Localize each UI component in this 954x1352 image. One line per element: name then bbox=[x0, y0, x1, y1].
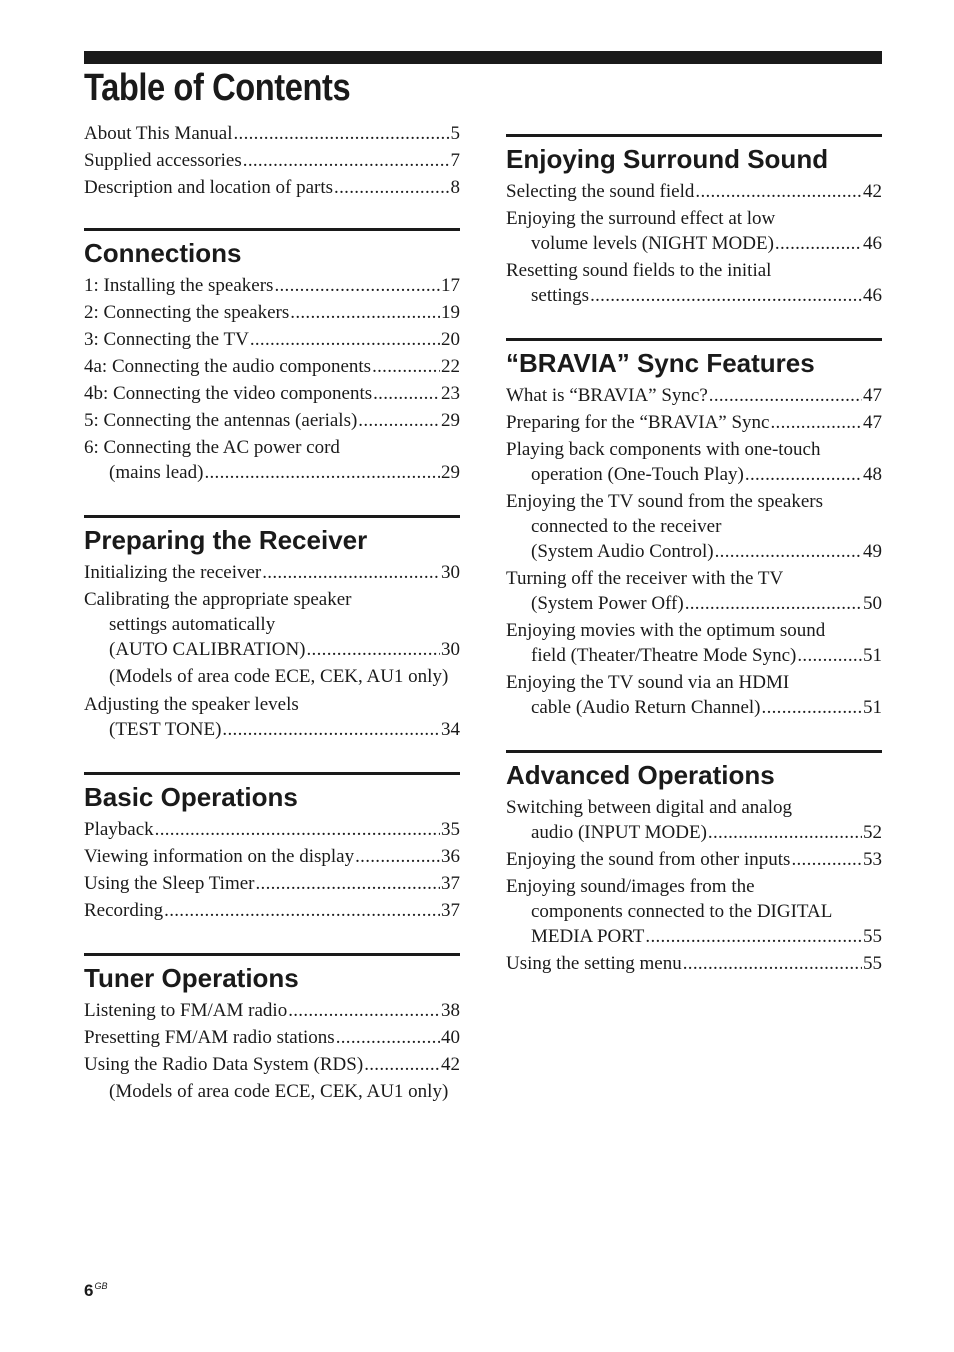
toc-entry-text: Adjusting the speaker levels bbox=[84, 694, 299, 715]
toc-entry-line bbox=[506, 618, 882, 643]
toc-entry-line bbox=[84, 717, 460, 742]
toc-entry-line bbox=[84, 175, 460, 200]
toc-section bbox=[506, 338, 882, 720]
toc-entry-list bbox=[506, 795, 882, 976]
toc-entry[interactable] bbox=[84, 817, 460, 842]
toc-page-number: 49 bbox=[863, 541, 882, 562]
toc-entry[interactable] bbox=[506, 489, 882, 564]
toc-entry[interactable] bbox=[506, 670, 882, 720]
toc-entry-text: Resetting sound fields to the initial bbox=[506, 260, 772, 281]
toc-entry-text: settings automatically bbox=[109, 614, 276, 635]
dot-leader bbox=[204, 460, 440, 485]
toc-section bbox=[84, 953, 460, 1104]
toc-entry[interactable] bbox=[84, 435, 460, 485]
toc-entry-text: Switching between digital and analog bbox=[506, 797, 792, 818]
toc-entry-line bbox=[84, 381, 460, 406]
toc-entry-line bbox=[84, 871, 460, 896]
toc-entry[interactable] bbox=[84, 560, 460, 585]
toc-entry-text: MEDIA PORT bbox=[531, 926, 645, 947]
toc-entry[interactable] bbox=[84, 273, 460, 298]
toc-page-number: 38 bbox=[441, 1000, 460, 1021]
toc-entry-text: Calibrating the appropriate speaker bbox=[84, 589, 352, 610]
toc-entry-list bbox=[84, 121, 460, 200]
toc-entry-text: Selecting the sound field bbox=[506, 181, 695, 202]
toc-entry-line bbox=[506, 514, 882, 539]
toc-page-number: 48 bbox=[863, 464, 882, 485]
toc-page-number: 37 bbox=[441, 873, 460, 894]
toc-entry-text: components connected to the DIGITAL bbox=[531, 901, 833, 922]
toc-entry-line bbox=[84, 692, 460, 717]
toc-entry-line bbox=[84, 327, 460, 352]
dot-leader bbox=[262, 560, 440, 585]
dot-leader bbox=[590, 283, 862, 308]
toc-entry-list bbox=[84, 998, 460, 1104]
toc-page-number: 8 bbox=[450, 177, 460, 198]
toc-page-number: 20 bbox=[441, 329, 460, 350]
dot-leader bbox=[683, 951, 862, 976]
toc-entry-text: 1: Installing the speakers bbox=[84, 275, 274, 296]
toc-entry[interactable] bbox=[84, 381, 460, 406]
toc-entry[interactable] bbox=[506, 847, 882, 872]
dot-leader bbox=[334, 175, 449, 200]
toc-entry-line bbox=[506, 539, 882, 564]
toc-entry-line bbox=[506, 874, 882, 899]
toc-entry[interactable] bbox=[84, 175, 460, 200]
toc-page-number: 22 bbox=[441, 356, 460, 377]
toc-entry-text: Enjoying the TV sound from the speakers bbox=[506, 491, 823, 512]
toc-entry-line bbox=[84, 560, 460, 585]
spacer bbox=[506, 722, 882, 750]
dot-leader bbox=[715, 539, 862, 564]
toc-entry[interactable] bbox=[506, 258, 882, 308]
dot-leader bbox=[373, 381, 440, 406]
page-number-suffix: GB bbox=[94, 1281, 108, 1291]
toc-entry-line bbox=[506, 820, 882, 845]
toc-page-number: 46 bbox=[863, 233, 882, 254]
page-number bbox=[84, 1281, 107, 1301]
dot-leader bbox=[222, 717, 440, 742]
toc-entry[interactable] bbox=[84, 408, 460, 433]
toc-entry-text: Using the setting menu bbox=[506, 953, 682, 974]
toc-page-number: 51 bbox=[863, 697, 882, 718]
toc-entry-line bbox=[506, 283, 882, 308]
spacer bbox=[506, 310, 882, 338]
toc-entry-text: Enjoying the TV sound via an HDMI bbox=[506, 672, 790, 693]
toc-entry-line bbox=[84, 898, 460, 923]
toc-page-number: 17 bbox=[441, 275, 460, 296]
dot-leader bbox=[708, 820, 862, 845]
toc-entry-text: Enjoying sound/images from the bbox=[506, 876, 755, 897]
toc-entry-line bbox=[84, 408, 460, 433]
spacer bbox=[84, 744, 460, 772]
toc-entry[interactable] bbox=[506, 874, 882, 949]
toc-entry[interactable] bbox=[84, 1025, 460, 1050]
toc-section bbox=[84, 515, 460, 742]
toc-entry-text: 2: Connecting the speakers bbox=[84, 302, 290, 323]
toc-entry[interactable] bbox=[84, 300, 460, 325]
toc-entry-line bbox=[506, 206, 882, 231]
toc-entry-line bbox=[506, 591, 882, 616]
toc-entry-text: Playback bbox=[84, 819, 154, 840]
toc-entry[interactable] bbox=[506, 566, 882, 616]
dot-leader bbox=[274, 273, 440, 298]
toc-entry-text: (mains lead) bbox=[109, 462, 204, 483]
toc-entry-line bbox=[506, 670, 882, 695]
toc-page-number: 34 bbox=[441, 719, 460, 740]
toc-entry-line bbox=[506, 795, 882, 820]
dot-leader bbox=[164, 898, 440, 923]
toc-page-number: 52 bbox=[863, 822, 882, 843]
spacer bbox=[84, 202, 460, 228]
toc-page-number: 30 bbox=[441, 639, 460, 660]
toc-entry-line bbox=[84, 460, 460, 485]
toc-entry-text: What is “BRAVIA” Sync? bbox=[506, 385, 708, 406]
toc-entry-line bbox=[84, 1052, 460, 1077]
section-heading: Tuner Operations bbox=[84, 953, 460, 996]
section-heading: Enjoying Surround Sound bbox=[506, 134, 882, 177]
toc-entry-text: Turning off the receiver with the TV bbox=[506, 568, 784, 589]
toc-entry-line bbox=[84, 1025, 460, 1050]
dot-leader bbox=[745, 462, 862, 487]
toc-page-number: 29 bbox=[441, 410, 460, 431]
toc-entry-text: Enjoying the sound from other inputs bbox=[506, 849, 791, 870]
toc-entry-list bbox=[84, 560, 460, 742]
toc-entry[interactable] bbox=[84, 692, 460, 742]
toc-entry[interactable] bbox=[84, 898, 460, 923]
toc-entry[interactable] bbox=[84, 327, 460, 352]
dot-leader bbox=[775, 231, 862, 256]
toc-entry-line bbox=[84, 587, 460, 612]
section-heading: “BRAVIA” Sync Features bbox=[506, 338, 882, 381]
section-heading: Advanced Operations bbox=[506, 750, 882, 793]
toc-entry-line bbox=[506, 179, 882, 204]
dot-leader bbox=[355, 844, 440, 869]
toc-entry-line bbox=[84, 998, 460, 1023]
toc-section bbox=[84, 228, 460, 485]
toc-entry-text: Preparing for the “BRAVIA” Sync bbox=[506, 412, 770, 433]
toc-entry-text: connected to the receiver bbox=[531, 516, 722, 537]
toc-entry[interactable] bbox=[506, 179, 882, 204]
toc-entry-text: About This Manual bbox=[84, 123, 233, 144]
toc-entry-line bbox=[84, 637, 460, 662]
toc-entry-list bbox=[506, 383, 882, 720]
toc-entry-line bbox=[506, 383, 882, 408]
toc-page-number: 5 bbox=[450, 123, 460, 144]
toc-entry-text: Listening to FM/AM radio bbox=[84, 1000, 288, 1021]
toc-entry-line bbox=[506, 695, 882, 720]
toc-entry-text: Playing back components with one-touch bbox=[506, 439, 821, 460]
toc-entry-line bbox=[506, 258, 882, 283]
toc-entry-line bbox=[506, 899, 882, 924]
toc-entry[interactable] bbox=[506, 437, 882, 487]
spacer bbox=[84, 925, 460, 953]
toc-entry-text: (System Power Off) bbox=[531, 593, 684, 614]
toc-page-number: 40 bbox=[441, 1027, 460, 1048]
dot-leader bbox=[243, 148, 450, 173]
dot-leader bbox=[307, 637, 441, 662]
toc-page-number: 53 bbox=[863, 849, 882, 870]
toc-entry-line bbox=[506, 489, 882, 514]
toc-entry-text: (AUTO CALIBRATION) bbox=[109, 639, 306, 660]
toc-entry-list bbox=[84, 273, 460, 485]
toc-entry-line bbox=[506, 566, 882, 591]
toc-entry-text: (System Audio Control) bbox=[531, 541, 714, 562]
section-heading: Basic Operations bbox=[84, 772, 460, 815]
toc-entry[interactable] bbox=[506, 951, 882, 976]
toc-entry-line bbox=[84, 844, 460, 869]
toc-page-number: 35 bbox=[441, 819, 460, 840]
toc-entry-text: cable (Audio Return Channel) bbox=[531, 697, 761, 718]
dot-leader bbox=[762, 695, 862, 720]
dot-leader bbox=[797, 643, 862, 668]
toc-entry[interactable] bbox=[84, 1052, 460, 1104]
toc-entry-text: Using the Radio Data System (RDS) bbox=[84, 1054, 364, 1075]
dot-leader bbox=[288, 998, 440, 1023]
toc-entry-line bbox=[84, 121, 460, 146]
toc-entry-note: (Models of area code ECE, CEK, AU1 only) bbox=[109, 666, 449, 687]
toc-entry-line bbox=[506, 437, 882, 462]
toc-entry[interactable] bbox=[506, 795, 882, 845]
toc-page-number: 37 bbox=[441, 900, 460, 921]
dot-leader bbox=[372, 354, 440, 379]
toc-entry[interactable] bbox=[84, 998, 460, 1023]
title-rule bbox=[84, 51, 882, 64]
spacer bbox=[506, 978, 882, 1006]
dot-leader bbox=[358, 408, 440, 433]
toc-entry-note: (Models of area code ECE, CEK, AU1 only) bbox=[109, 1081, 449, 1102]
right-column bbox=[506, 134, 882, 1006]
toc-entry-text: field (Theater/Theatre Mode Sync) bbox=[531, 645, 797, 666]
toc-page-number: 50 bbox=[863, 593, 882, 614]
toc-entry[interactable] bbox=[84, 844, 460, 869]
toc-entry[interactable] bbox=[84, 121, 460, 146]
page-title: Table of Contents bbox=[84, 67, 351, 109]
dot-leader bbox=[709, 383, 862, 408]
dot-leader bbox=[771, 410, 863, 435]
toc-entry-text: 4b: Connecting the video components bbox=[84, 383, 373, 404]
toc-entry-list bbox=[84, 817, 460, 923]
toc-entry-line bbox=[84, 612, 460, 637]
toc-entry[interactable] bbox=[84, 587, 460, 689]
toc-section bbox=[506, 750, 882, 976]
toc-page-number: 55 bbox=[863, 926, 882, 947]
toc-entry-line bbox=[84, 148, 460, 173]
toc-page-number: 36 bbox=[441, 846, 460, 867]
toc-page-number: 29 bbox=[441, 462, 460, 483]
toc-page-number: 42 bbox=[441, 1054, 460, 1075]
toc-entry[interactable] bbox=[506, 383, 882, 408]
toc-entry-line bbox=[506, 951, 882, 976]
page-number-value: 6 bbox=[84, 1281, 94, 1300]
toc-entry[interactable] bbox=[84, 148, 460, 173]
toc-section bbox=[506, 134, 882, 308]
toc-entry-line bbox=[84, 354, 460, 379]
toc-entry-text: volume levels (NIGHT MODE) bbox=[531, 233, 774, 254]
toc-entry[interactable] bbox=[84, 354, 460, 379]
toc-entry[interactable] bbox=[506, 618, 882, 668]
toc-page-number: 51 bbox=[863, 645, 882, 666]
toc-entry-text: Supplied accessories bbox=[84, 150, 242, 171]
toc-page-number: 47 bbox=[863, 385, 882, 406]
dot-leader bbox=[233, 121, 449, 146]
toc-entry-text: operation (One-Touch Play) bbox=[531, 464, 744, 485]
toc-entry-text: 5: Connecting the antennas (aerials) bbox=[84, 410, 358, 431]
toc-page-number: 55 bbox=[863, 953, 882, 974]
toc-entry-text: Enjoying movies with the optimum sound bbox=[506, 620, 826, 641]
toc-entry-text: Presetting FM/AM radio stations bbox=[84, 1027, 335, 1048]
toc-entry-line bbox=[506, 410, 882, 435]
dot-leader bbox=[255, 871, 440, 896]
toc-entry-line bbox=[84, 273, 460, 298]
toc-entry-text: 6: Connecting the AC power cord bbox=[84, 437, 340, 458]
section-heading: Preparing the Receiver bbox=[84, 515, 460, 558]
toc-entry-line bbox=[506, 462, 882, 487]
toc-entry[interactable] bbox=[506, 410, 882, 435]
toc-page-number: 42 bbox=[863, 181, 882, 202]
toc-entry-text: Viewing information on the display bbox=[84, 846, 355, 867]
dot-leader bbox=[290, 300, 440, 325]
toc-entry[interactable] bbox=[506, 206, 882, 256]
toc-page-number: 7 bbox=[450, 150, 460, 171]
toc-entry-text: 4a: Connecting the audio components bbox=[84, 356, 372, 377]
toc-entry-line bbox=[506, 643, 882, 668]
dot-leader bbox=[685, 591, 862, 616]
toc-page-number: 47 bbox=[863, 412, 882, 433]
toc-entry-line bbox=[84, 817, 460, 842]
dot-leader bbox=[791, 847, 862, 872]
toc-entry-text: (TEST TONE) bbox=[109, 719, 222, 740]
toc-entry-text: settings bbox=[531, 285, 590, 306]
toc-page-number: 23 bbox=[441, 383, 460, 404]
section-heading: Connections bbox=[84, 228, 460, 271]
toc-entry-line bbox=[84, 435, 460, 460]
toc-page-number: 30 bbox=[441, 562, 460, 583]
toc-entry-line bbox=[84, 300, 460, 325]
toc-entry-text: audio (INPUT MODE) bbox=[531, 822, 707, 843]
toc-section bbox=[84, 772, 460, 923]
dot-leader bbox=[645, 924, 862, 949]
toc-entry-text: 3: Connecting the TV bbox=[84, 329, 249, 350]
toc-entry-line bbox=[506, 847, 882, 872]
toc-entry-line bbox=[506, 231, 882, 256]
toc-entry-text: Enjoying the surround effect at low bbox=[506, 208, 776, 229]
dot-leader bbox=[364, 1052, 440, 1077]
spacer bbox=[84, 487, 460, 515]
toc-entry-line bbox=[506, 924, 882, 949]
toc-entry-list bbox=[506, 179, 882, 308]
toc-entry-text: Initializing the receiver bbox=[84, 562, 262, 583]
left-column bbox=[84, 121, 460, 1135]
dot-leader bbox=[250, 327, 440, 352]
toc-page-number: 19 bbox=[441, 302, 460, 323]
toc-entry[interactable] bbox=[84, 871, 460, 896]
spacer bbox=[84, 1107, 460, 1135]
dot-leader bbox=[695, 179, 862, 204]
toc-entry-text: Using the Sleep Timer bbox=[84, 873, 255, 894]
dot-leader bbox=[155, 817, 440, 842]
dot-leader bbox=[336, 1025, 440, 1050]
toc-page-number: 46 bbox=[863, 285, 882, 306]
toc-entry-text: Recording bbox=[84, 900, 164, 921]
toc-entry-text: Description and location of parts bbox=[84, 177, 334, 198]
